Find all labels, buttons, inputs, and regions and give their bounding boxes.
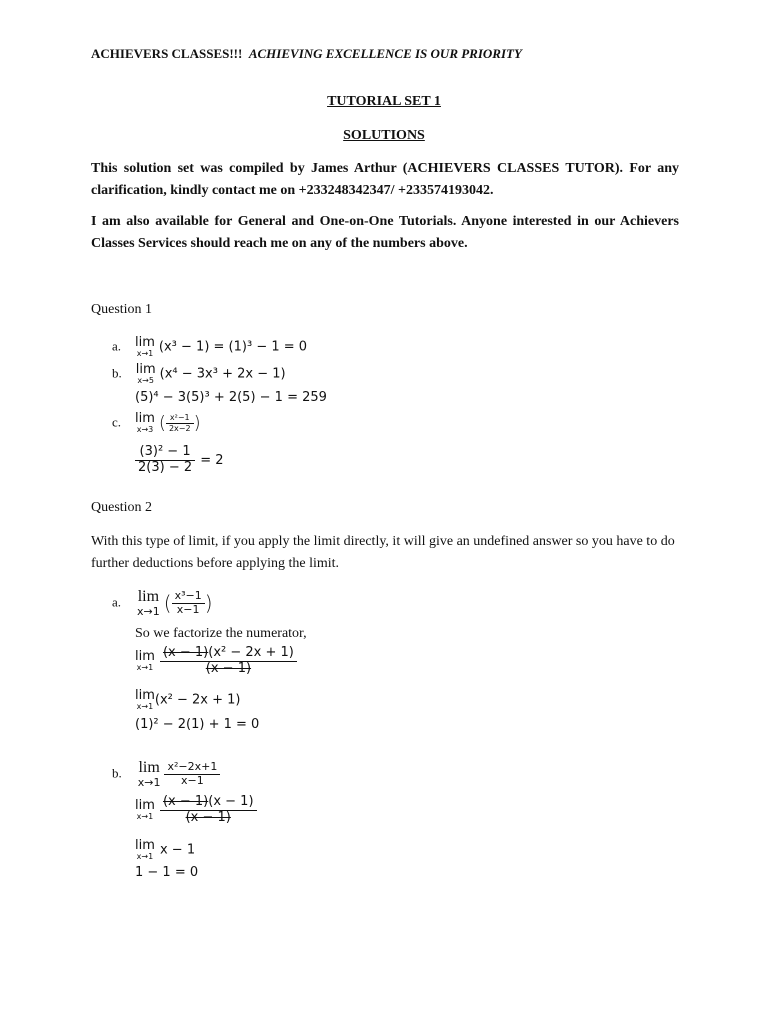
close-paren: )	[204, 591, 213, 615]
lim-subscript: x→1	[136, 852, 154, 861]
lim-text: lim	[135, 798, 155, 814]
fraction-denominator: 2(3) − 2	[138, 459, 193, 475]
limit-operator	[135, 689, 155, 711]
lim-subscript: x→1	[137, 776, 161, 789]
lim-text: lim	[135, 838, 155, 853]
q2b-step-3: 1 − 1 = 0	[135, 865, 199, 880]
lim-subscript: x→1	[136, 812, 154, 822]
q2a-step-3: (1)² − 2(1) + 1 = 0	[135, 717, 260, 732]
q2-item-a	[112, 589, 213, 617]
limit-operator	[135, 336, 155, 358]
lim-subscript: x→1	[136, 663, 154, 673]
lim-subscript: x→1	[136, 349, 154, 358]
tagline: ACHIEVING EXCELLENCE IS OUR PRIORITY	[248, 46, 522, 61]
fraction-numerator: x³−1	[172, 590, 205, 604]
lim-subscript: x→3	[136, 425, 154, 434]
q1-item-c	[112, 412, 201, 434]
lim-text: lim	[135, 411, 155, 426]
page-header	[91, 46, 522, 62]
q2a-step1-fraction	[160, 646, 297, 677]
fraction-numerator: x²−2x+1	[164, 761, 220, 775]
limit-operator	[136, 363, 156, 385]
cancelled-factor: (x − 1)	[162, 794, 209, 809]
limit-operator	[135, 412, 155, 434]
open-paren: (	[163, 591, 172, 615]
item-label: a.	[112, 594, 122, 610]
limit-operator	[135, 650, 155, 672]
lim-subscript: x→1	[137, 605, 160, 618]
close-paren: )	[193, 412, 201, 434]
q2b-step-1	[135, 795, 257, 826]
item-label: a.	[112, 338, 122, 354]
limit-operator	[138, 760, 161, 788]
fraction-denominator: x−1	[181, 773, 204, 787]
limit-operator	[135, 799, 155, 821]
limit-operator	[137, 589, 160, 617]
q1-item-b	[112, 363, 286, 385]
fraction-denominator: (x − 1)	[205, 660, 252, 676]
step-expression: x − 1	[159, 842, 196, 858]
fraction-numerator	[160, 646, 297, 662]
fraction-denominator: x−1	[176, 602, 200, 616]
intro-paragraph-1: This solution set was compiled by James Arthur (ACHIEVERS CLASSES TUTOR). For any clarification, kindly contact me on +233248342347/ +233574193042.	[91, 161, 679, 198]
q1-item-a	[112, 336, 307, 358]
q1c-fraction	[166, 413, 194, 432]
q1b-expression: (x⁴ − 3x³ + 2x − 1)	[159, 366, 286, 382]
q1c-step-fraction	[135, 445, 195, 476]
intro-paragraph-2: I am also available for General and One-on-One Tutorials. Anyone interested in our Achievers Classes Services should reach me on any of the numbers above.	[91, 214, 679, 251]
lim-text: lim	[135, 335, 155, 350]
q2a-step-1	[135, 646, 297, 677]
q1a-expression: (x³ − 1) = (1)³ − 1 = 0	[158, 339, 308, 355]
fraction-numerator: x²−1	[166, 413, 194, 423]
lim-subscript: x→5	[137, 376, 154, 385]
q2-item-b	[112, 760, 220, 788]
lim-text: lim	[138, 759, 160, 776]
q1c-step	[135, 445, 224, 476]
lim-subscript: x→1	[136, 702, 154, 711]
remaining-factor: (x² − 2x + 1)	[208, 645, 294, 660]
q1b-step: (5)⁴ − 3(5)³ + 2(5) − 1 = 259	[135, 390, 327, 405]
remaining-factor: (x − 1)	[208, 794, 254, 809]
q2a-fraction	[172, 590, 205, 616]
lim-text: lim	[135, 688, 155, 703]
q2b-step-2	[135, 839, 195, 861]
solutions-title: SOLUTIONS	[343, 128, 425, 143]
fraction-numerator	[160, 795, 257, 811]
step-expression: (x² − 2x + 1)	[154, 692, 241, 708]
lim-text: lim	[135, 649, 155, 665]
question-2-intro: With this type of limit, if you apply the limit directly, it will give an undefined answer so you have to do further deductions before applying the limit.	[91, 534, 675, 571]
question-1-heading: Question 1	[91, 302, 153, 317]
open-paren: (	[158, 412, 166, 434]
limit-operator	[135, 839, 155, 861]
item-label: b.	[112, 765, 122, 781]
q1c-result: = 2	[200, 452, 224, 468]
item-label: b.	[112, 365, 122, 381]
item-label: c.	[112, 414, 122, 430]
q2b-step1-fraction	[160, 795, 257, 826]
fraction-numerator: (3)² − 1	[135, 445, 195, 461]
brand-name: ACHIEVERS CLASSES!!!	[91, 46, 243, 61]
question-2-heading: Question 2	[91, 500, 153, 515]
fraction-denominator: 2x−2	[168, 423, 191, 433]
lim-text: lim	[137, 588, 160, 605]
q2a-note: So we factorize the numerator,	[135, 626, 307, 641]
q2b-fraction	[164, 761, 220, 787]
fraction-denominator: (x − 1)	[185, 809, 231, 825]
lim-text: lim	[135, 362, 156, 377]
tutorial-title: TUTORIAL SET 1	[327, 94, 441, 109]
q2a-step-2	[135, 689, 241, 711]
cancelled-factor: (x − 1)	[162, 645, 209, 660]
